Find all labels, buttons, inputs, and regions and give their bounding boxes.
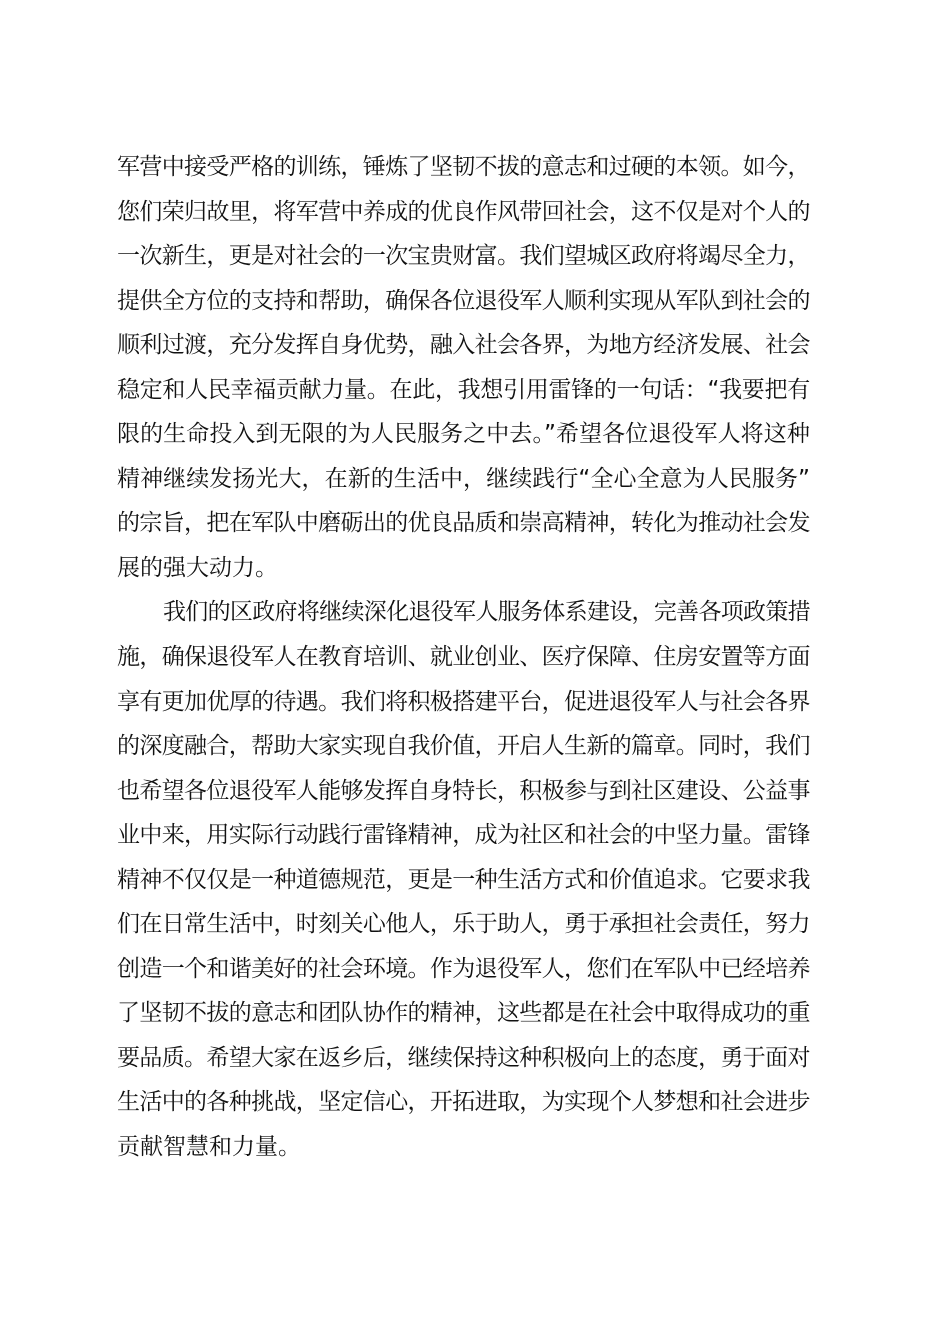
text-line: 提供全方位的支持和帮助，确保各位退役军人顺利实现从军队到社会的	[117, 287, 810, 314]
text-line: 了坚韧不拔的意志和团队协作的精神，这些都是在社会中取得成功的重	[117, 1000, 810, 1027]
text-line: 贡献智慧和力量。	[117, 1134, 301, 1161]
text-line: 业中来，用实际行动践行雷锋精神，成为社区和社会的中坚力量。雷锋	[117, 822, 810, 849]
text-line: 精神继续发扬光大，在新的生活中，继续践行“全心全意为人民服务”	[117, 465, 811, 492]
text-line: 一次新生，更是对社会的一次宝贵财富。我们望城区政府将竭尽全力，	[117, 243, 810, 270]
paragraph-first-line: 我们的区政府将继续深化退役军人服务体系建设，完善各项政策措	[163, 599, 810, 626]
text-line: 也希望各位退役军人能够发挥自身特长，积极参与到社区建设、公益事	[117, 777, 810, 804]
text-line: 生活中的各种挑战，坚定信心，开拓进取，为实现个人梦想和社会进步	[117, 1089, 810, 1116]
text-line: 展的强大动力。	[117, 554, 278, 581]
text-line: 的深度融合，帮助大家实现自我价值，开启人生新的篇章。同时，我们	[117, 733, 810, 760]
text-line: 们在日常生活中，时刻关心他人，乐于助人，勇于承担社会责任，努力	[117, 911, 810, 938]
text-line: 顺利过渡，充分发挥自身优势，融入社会各界，为地方经济发展、社会	[117, 332, 810, 359]
text-line: 稳定和人民幸福贡献力量。在此，我想引用雷锋的一句话：“我要把有	[117, 376, 810, 403]
text-line: 限的生命投入到无限的为人民服务之中去。”希望各位退役军人将这种	[117, 421, 810, 448]
text-line: 享有更加优厚的待遇。我们将积极搭建平台，促进退役军人与社会各界	[117, 688, 810, 715]
text-line: 要品质。希望大家在返乡后，继续保持这种积极向上的态度，勇于面对	[117, 1044, 810, 1071]
text-line: 施，确保退役军人在教育培训、就业创业、医疗保障、住房安置等方面	[117, 644, 810, 671]
text-line: 军营中接受严格的训练，锤炼了坚韧不拔的意志和过硬的本领。如今，	[117, 154, 810, 180]
speech-body-text	[117, 145, 817, 1170]
text-line: 创造一个和谐美好的社会环境。作为退役军人，您们在军队中已经培养	[117, 955, 810, 982]
text-line: 的宗旨，把在军队中磨砺出的优良品质和崇高精神，转化为推动社会发	[117, 510, 810, 537]
text-line: 您们荣归故里，将军营中养成的优良作风带回社会，这不仅是对个人的	[117, 198, 810, 225]
text-line: 精神不仅仅是一种道德规范，更是一种生活方式和价值追求。它要求我	[117, 866, 810, 893]
